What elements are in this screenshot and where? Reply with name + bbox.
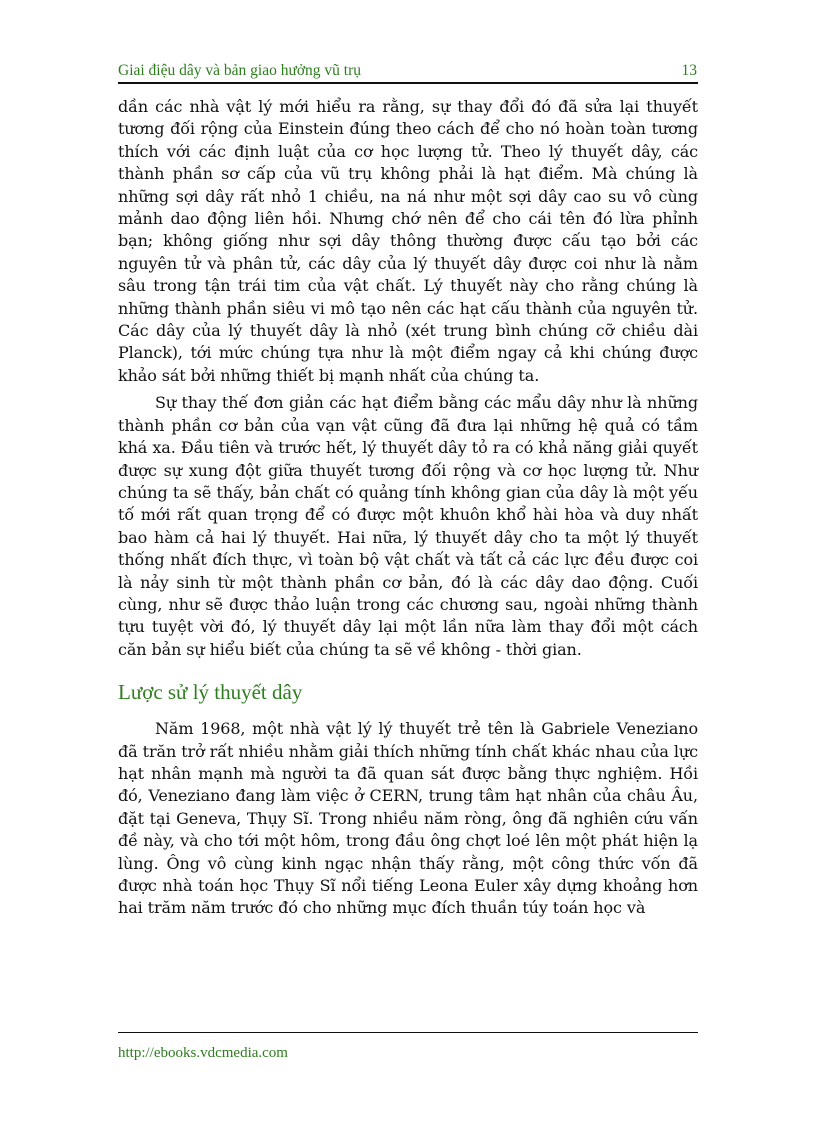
footer-divider — [118, 1032, 698, 1033]
paragraph-history: Năm 1968, một nhà vật lý lý thuyết trẻ tên là Gabriele Veneziano đã trăn trở rất nhiều nhằm giải thích những tính chất khác nhau của lực hạt nhân mạnh mà người ta đã quan sát được bằng thực nghiệm. Hồi đó, Veneziano đang làm việc ở CERN, trung tâm hạt nhân của châu Âu, đặt tại Geneva, Thụy Sĩ. Trong nhiều năm ròng, ông đã nghiên cứu vấn đề này, và cho tới một hôm, trong đầu ông chợt loé lên một phát hiện lạ lùng. Ông vô cùng kinh ngạc nhận thấy rằng, một công thức vốn đã được nhà toán học Thụy Sĩ nổi tiếng Leona Euler xây dựng khoảng hơn hai trăm năm trước đó cho những mục đích thuần túy toán học và — [118, 719, 698, 918]
paragraph-string-theory-consequences: Sự thay thế đơn giản các hạt điểm bằng các mẩu dây như là những thành phần cơ bản của vạn vật cũng đã đưa lại những hệ quả có tầm khá xa. Đầu tiên và trước hết, lý thuyết dây tỏ ra có khả năng giải quyết được sự xung đột giữa thuyết tương đối rộng và cơ học lượng tử. Như chúng ta sẽ thấy, bản chất có quảng tính không gian của dây là một yếu tố mới rất quan trọng để có được một khuôn khổ hài hòa và duy nhất bao hàm cả hai lý thuyết. Hai nữa, lý thuyết dây cho ta một lý thuyết thống nhất đích thực, vì toàn bộ vật chất và tất cả các lực đều được coi là nảy sinh từ một thành phần cơ bản, đó là các dây dao động. Cuối cùng, như sẽ được thảo luận trong các chương sau, ngoài những thành tựu tuyệt vời đó, lý thuyết dây lại một lần nữa làm thay đổi một cách căn bản sự hiểu biết của chúng ta sẽ về không - thời gian. — [118, 393, 698, 659]
paragraph-continuation: dần các nhà vật lý mới hiểu ra rằng, sự thay đổi đó đã sửa lại thuyết tương đối rộng của Einstein đúng theo cách để cho nó hoàn toàn tương thích với các định luật của cơ học lượng tử. Theo lý thuyết dây, các thành phần sơ cấp của vũ trụ không phải là hạt điểm. Mà chúng là những sợi dây rất nhỏ 1 chiều, na ná như một sợi dây cao su vô cùng mảnh dao động liên hồi. Nhưng chớ nên để cho cái tên đó lừa phỉnh bạn; không giống như sợi dây thông thường được cấu tạo bởi các nguyên tử và phân tử, các dây của lý thuyết dây được coi như là nằm sâu trong tận trái tim của vật chất. Lý thuyết này cho rằng chúng là những thành phần siêu vi mô tạo nên các hạt cấu thành của nguyên tử. Các dây của lý thuyết dây là nhỏ (xét trung bình chúng cỡ chiều dài Planck), tới mức chúng tựa như là một điểm ngay cả khi chúng được khảo sát bởi những thiết bị mạnh nhất của chúng ta. — [118, 97, 698, 385]
footer-url-link[interactable]: http://ebooks.vdcmedia.com — [118, 1045, 288, 1061]
page-body — [118, 96, 698, 920]
page-header — [118, 60, 698, 84]
section-heading: Lược sử lý thuyết dây — [118, 680, 303, 705]
running-title: Giai điệu dây và bản giao hưởng vũ trụ — [118, 62, 362, 79]
page-number: 13 — [681, 62, 697, 79]
